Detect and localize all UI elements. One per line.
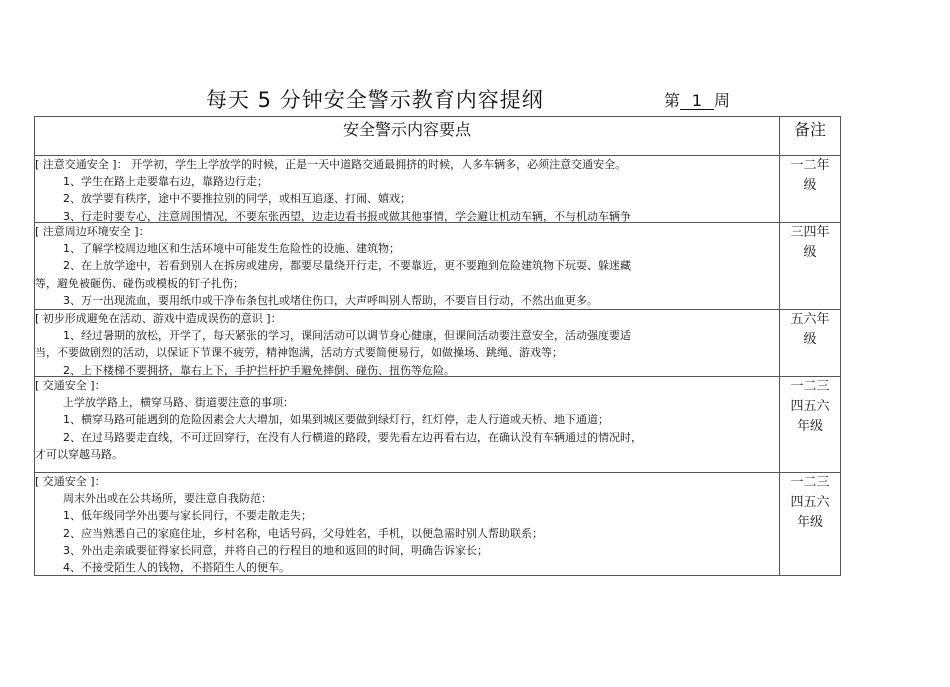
grade-note-line: 级 [803, 332, 817, 347]
grade-note-cell [780, 223, 841, 310]
section-text [35, 223, 779, 309]
grade-note-cell [780, 310, 841, 377]
grade-note-line: 三四年 [790, 225, 830, 240]
grade-note-line: 一二三 [790, 379, 830, 394]
content-line: [ 注意周边环境安全 ]： [35, 225, 150, 238]
grade-note-cell [780, 156, 841, 223]
content-line: 1、了解学校周边地区和生活环境中可能发生危险性的设施、建筑物； [63, 242, 400, 256]
grade-note-line: 年级 [796, 419, 823, 434]
week-suffix: 周 [714, 91, 731, 110]
table-row [35, 377, 841, 473]
section-text [35, 310, 779, 376]
week-label [664, 88, 730, 111]
section-content-cell [35, 310, 780, 377]
content-line: 4、不接受陌生人的钱物，不搭陌生人的便车。 [63, 561, 290, 575]
content-line: 上学放学路上，横穿马路、街道要注意的事项： [63, 396, 294, 410]
section-content-cell [35, 223, 780, 310]
content-line: [ 交通安全 ]： [35, 475, 106, 488]
grade-note-cell [780, 473, 841, 576]
content-line: 当，不要做剧烈的活动，以保证下节课不疲劳，精神饱满，活动方式要简便易行，如做操场、跳绳、游戏等； [35, 346, 563, 360]
content-line: 1、经过暑期的放松，开学了，每天紧张的学习，课间活动可以调节身心健康，但课间活动要注意安全，活动强度要适 [63, 329, 631, 343]
content-line: 3、外出走亲戚要征得家长同意，并将自己的行程目的地和返回的时间，明确告诉家长； [63, 543, 488, 557]
content-line: 1、低年级同学外出要与家长同行，不要走散走失； [63, 509, 312, 523]
content-line: 2、放学要有秩序，途中不要推拉别的同学，或相互追逐、打闹、嬉戏； [63, 192, 411, 206]
content-line: 2、应当熟悉自己的家庭住址，乡村名称，电话号码，父母姓名，手机，以便急需时别人帮助联系； [63, 526, 543, 540]
section-text [35, 156, 779, 222]
table-row [35, 310, 841, 377]
content-line: 3、万一出现流血，要用纸巾或干净布条包扎或堵住伤口，大声呼叫别人帮助，不要盲目行动，不然出血更多。 [63, 293, 598, 307]
content-line: 2、上下楼梯不要拥挤，靠右上下，手护拦杆护手避免摔倒、碰伤、扭伤等危险。 [63, 363, 455, 376]
section-text [35, 473, 779, 575]
table-body [35, 156, 841, 576]
content-line: 3、行走时要专心，注意周围情况，不要东张西望，边走边看书报或做其他事情，学会避让机动车辆，不与机动车辆争 [63, 209, 631, 222]
note-column-header: 备注 [780, 117, 841, 156]
section-text [35, 377, 779, 472]
table-row [35, 156, 841, 223]
grade-note-line: 四五六 [790, 399, 830, 414]
content-line: 才可以穿越马路。 [35, 447, 123, 461]
table-header-row [35, 117, 841, 156]
grade-note-line: 四五六 [790, 495, 830, 510]
grade-note-line: 年级 [796, 515, 823, 530]
week-prefix: 第 [664, 91, 681, 110]
content-line: 2、在上放学途中，若看到别人在拆房或建房，都要尽量绕开行走，不要靠近，更不要跑到危险建筑物下玩耍、躲迷藏 [63, 259, 631, 273]
section-content-cell [35, 156, 780, 223]
content-line: [ 初步形成避免在活动、游戏中造成误伤的意识 ]： [35, 312, 282, 325]
content-line: 等，避免被砸伤、碰伤或模板的钉子扎伤； [35, 276, 244, 290]
document-title: 每天 5 分钟安全警示教育内容提纲 [206, 88, 544, 112]
week-number: 1 [680, 93, 714, 110]
content-line: 周末外出或在公共场所，要注意自我防范： [63, 492, 272, 506]
table-row [35, 223, 841, 310]
content-line: [ 交通安全 ]： [35, 379, 106, 392]
content-line: 1、学生在路上走要靠右边，靠路边行走； [63, 175, 268, 189]
grade-note-line: 级 [803, 245, 817, 260]
section-content-cell [35, 473, 780, 576]
grade-note-line: 一二年 [790, 158, 830, 173]
safety-content-table [34, 116, 841, 576]
table-row [35, 473, 841, 576]
grade-note-line: 五六年 [790, 312, 830, 327]
title-row [34, 82, 840, 116]
content-line: 2、在过马路要走直线，不可迂回穿行，在没有人行横道的路段，要先看左边再看右边，在确认没有车辆通过的情况时， [63, 430, 642, 444]
grade-note-line: 一二三 [790, 475, 830, 490]
content-line: [ 注意交通安全 ]： 开学初，学生上学放学的时候，正是一天中道路交通最拥挤的时候，人多车辆多，必须注意交通安全。 [35, 158, 627, 171]
section-content-cell [35, 377, 780, 473]
grade-note-line: 级 [803, 178, 817, 193]
grade-note-cell [780, 377, 841, 473]
content-column-header: 安全警示内容要点 [35, 117, 780, 156]
content-line: 1、横穿马路可能遇到的危险因素会大大增加，如果到城区要做到绿灯行，红灯停，走人行道或天桥、地下通道； [63, 413, 609, 427]
